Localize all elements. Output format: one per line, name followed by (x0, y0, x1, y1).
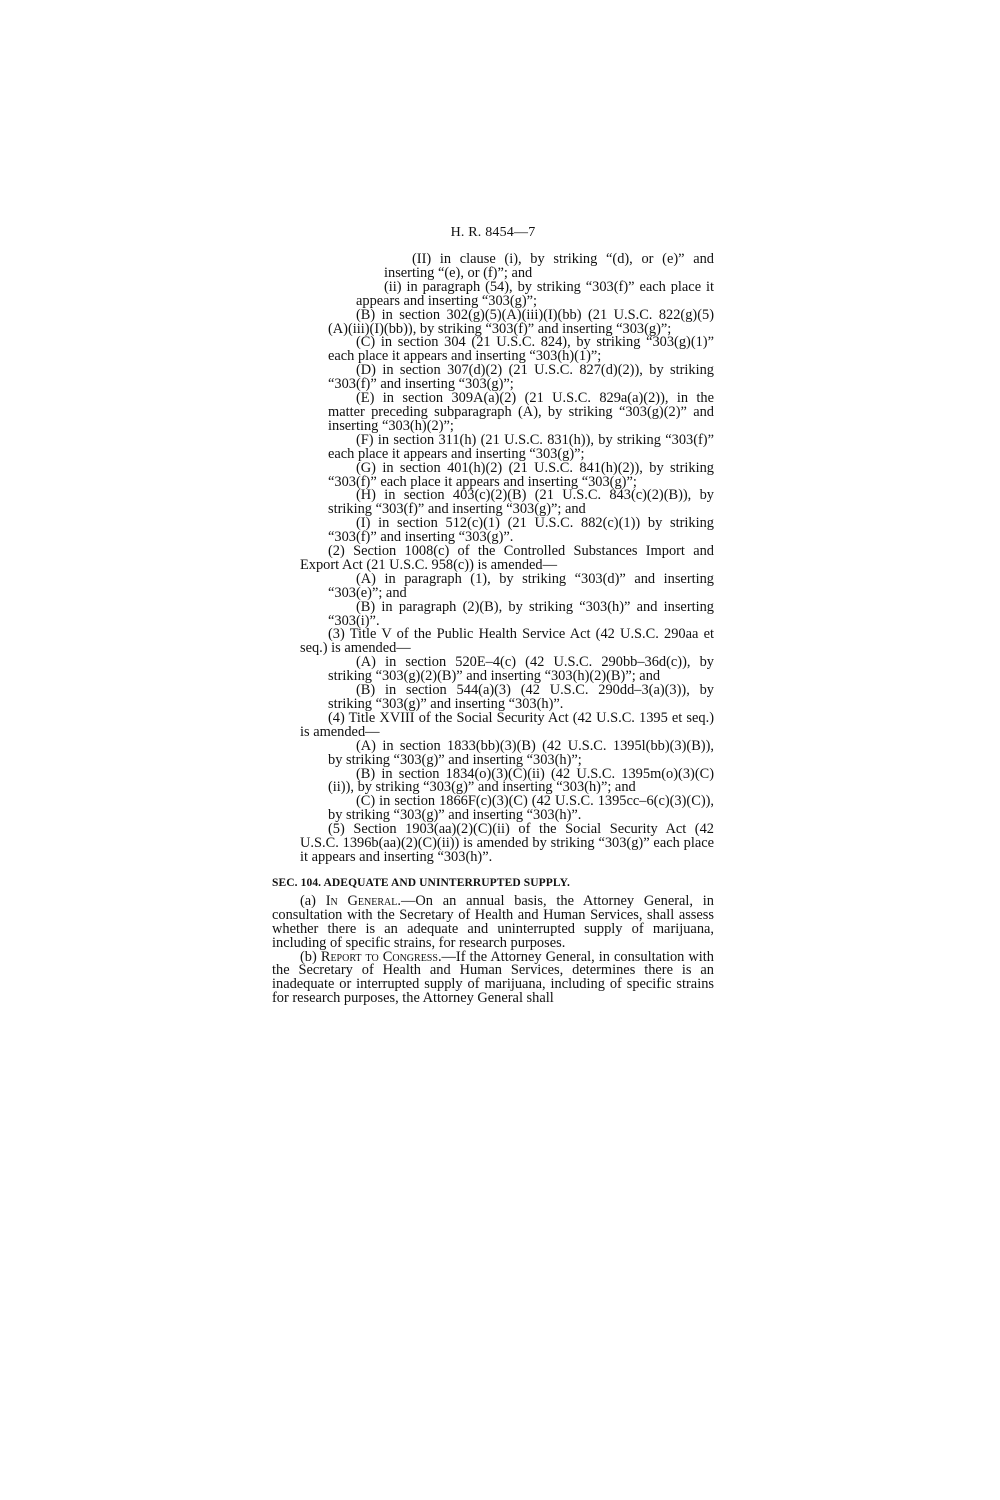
subparagraph-H: (H) in section 403(c)(2)(B) (21 U.S.C. 843(c)(2)(B)), by striking “303(f)” and inserting “303(g)”; and (328, 487, 714, 518)
subsection-a-text: .—On an annual basis, the Attorney General, in consultation with the Secretary of Health and Human Services, shall assess whether there is an adequate and uninterrupted supply of marijuana, including of specific strains, for research purposes. (272, 892, 714, 951)
paragraph-4-A: (A) in section 1833(bb)(3)(B) (42 U.S.C. 1395l(bb)(3)(B)), by striking “303(g)” and inserting “303(h)”; (328, 737, 714, 768)
section-heading: SEC. 104. ADEQUATE AND UNINTERRUPTED SUPPLY. (272, 876, 570, 889)
paragraph-3: (3) Title V of the Public Health Service Act (42 U.S.C. 290aa et seq.) is amended— (300, 626, 714, 657)
subparagraph-D: (D) in section 307(d)(2) (21 U.S.C. 827(d)(2)), by striking “303(f)” and inserting “303(g)”; (328, 362, 714, 393)
subparagraph-F: (F) in section 311(h) (21 U.S.C. 831(h)), by striking “303(f)” each place it appears and inserting “303(g)”; (328, 431, 714, 462)
clause-ii: (ii) in paragraph (54), by striking “303(f)” each place it appears and inserting “303(g)”; (356, 278, 714, 309)
paragraph-4-B: (B) in section 1834(o)(3)(C)(ii) (42 U.S.C. 1395m(o)(3)(C)(ii)), by striking “303(g)” and inserting “303(h)”; and (328, 765, 714, 796)
paragraph-2-A: (A) in paragraph (1), by striking “303(d)” and inserting “303(e)”; and (328, 570, 714, 601)
subsection-b-heading: Report to Congress (320, 948, 438, 965)
subparagraph-I: (I) in section 512(c)(1) (21 U.S.C. 882(c)(1)) by striking “303(f)” and inserting “303(g)”. (328, 515, 714, 546)
clause-II: (II) in clause (i), by striking “(d), or (e)” and inserting “(e), or (f)”; and (384, 251, 714, 281)
paragraph-4-C: (C) in section 1866F(c)(3)(C) (42 U.S.C. 1395cc–6(c)(3)(C)), by striking “303(g)” and inserting “303(h)”. (328, 793, 714, 824)
paragraph-2-B: (B) in paragraph (2)(B), by striking “303(h)” and inserting “303(i)”. (328, 598, 714, 629)
subparagraph-C: (C) in section 304 (21 U.S.C. 824), by striking “303(g)(1)” each place it appears and inserting “303(h)(1)”; (328, 334, 714, 365)
paragraph-2: (2) Section 1008(c) of the Controlled Substances Import and Export Act (21 U.S.C. 958(c)) is amended— (300, 543, 714, 573)
page-header: H. R. 8454—7 (450, 225, 536, 240)
paragraph-4: (4) Title XVIII of the Social Security Act (42 U.S.C. 1395 et seq.) is amended— (300, 709, 714, 740)
paragraph-5: (5) Section 1903(aa)(2)(C)(ii) of the Social Security Act (42 U.S.C. 1396b(aa)(2)(C)(ii)) is amended by striking “303(g)” each place it appears and inserting “303(h)”. (300, 821, 714, 865)
subparagraph-E: (E) in section 309A(a)(2) (21 U.S.C. 829a(a)(2)), in the matter preceding subparagraph (A), by striking “303(g)(2)” and inserting “303(h)(2)”; (328, 390, 714, 434)
subsection-b (272, 948, 715, 1007)
subsection-a (272, 892, 714, 951)
subsection-a-heading: In General (325, 892, 398, 909)
paragraph-3-B: (B) in section 544(a)(3) (42 U.S.C. 290dd–3(a)(3)), by striking “303(g)” and inserting “303(h)”. (328, 682, 714, 712)
subsection-b-label: (b) (300, 948, 321, 965)
subparagraph-G: (G) in section 401(h)(2) (21 U.S.C. 841(h)(2)), by striking “303(f)” each place it appears and inserting “303(g)”; (328, 459, 714, 490)
subsection-b-text: .—If the Attorney General, in consultation with the Secretary of Health and Human Services, determines there is an inadequate or interrupted supply of marijuana, including of specific strains for research purposes, the Attorney General shall (272, 948, 715, 1007)
subparagraph-B: (B) in section 302(g)(5)(A)(iii)(I)(bb) (21 U.S.C. 822(g)(5)(A)(iii)(I)(bb)), by striking “303(f)” and inserting “303(g)”; (328, 306, 714, 337)
document-body (272, 253, 714, 1006)
paragraph-3-A: (A) in section 520E–4(c) (42 U.S.C. 290bb–36d(c)), by striking “303(g)(2)(B)” and inserting “303(h)(2)(B)”; and (328, 654, 714, 685)
subsection-a-label: (a) (300, 892, 326, 909)
